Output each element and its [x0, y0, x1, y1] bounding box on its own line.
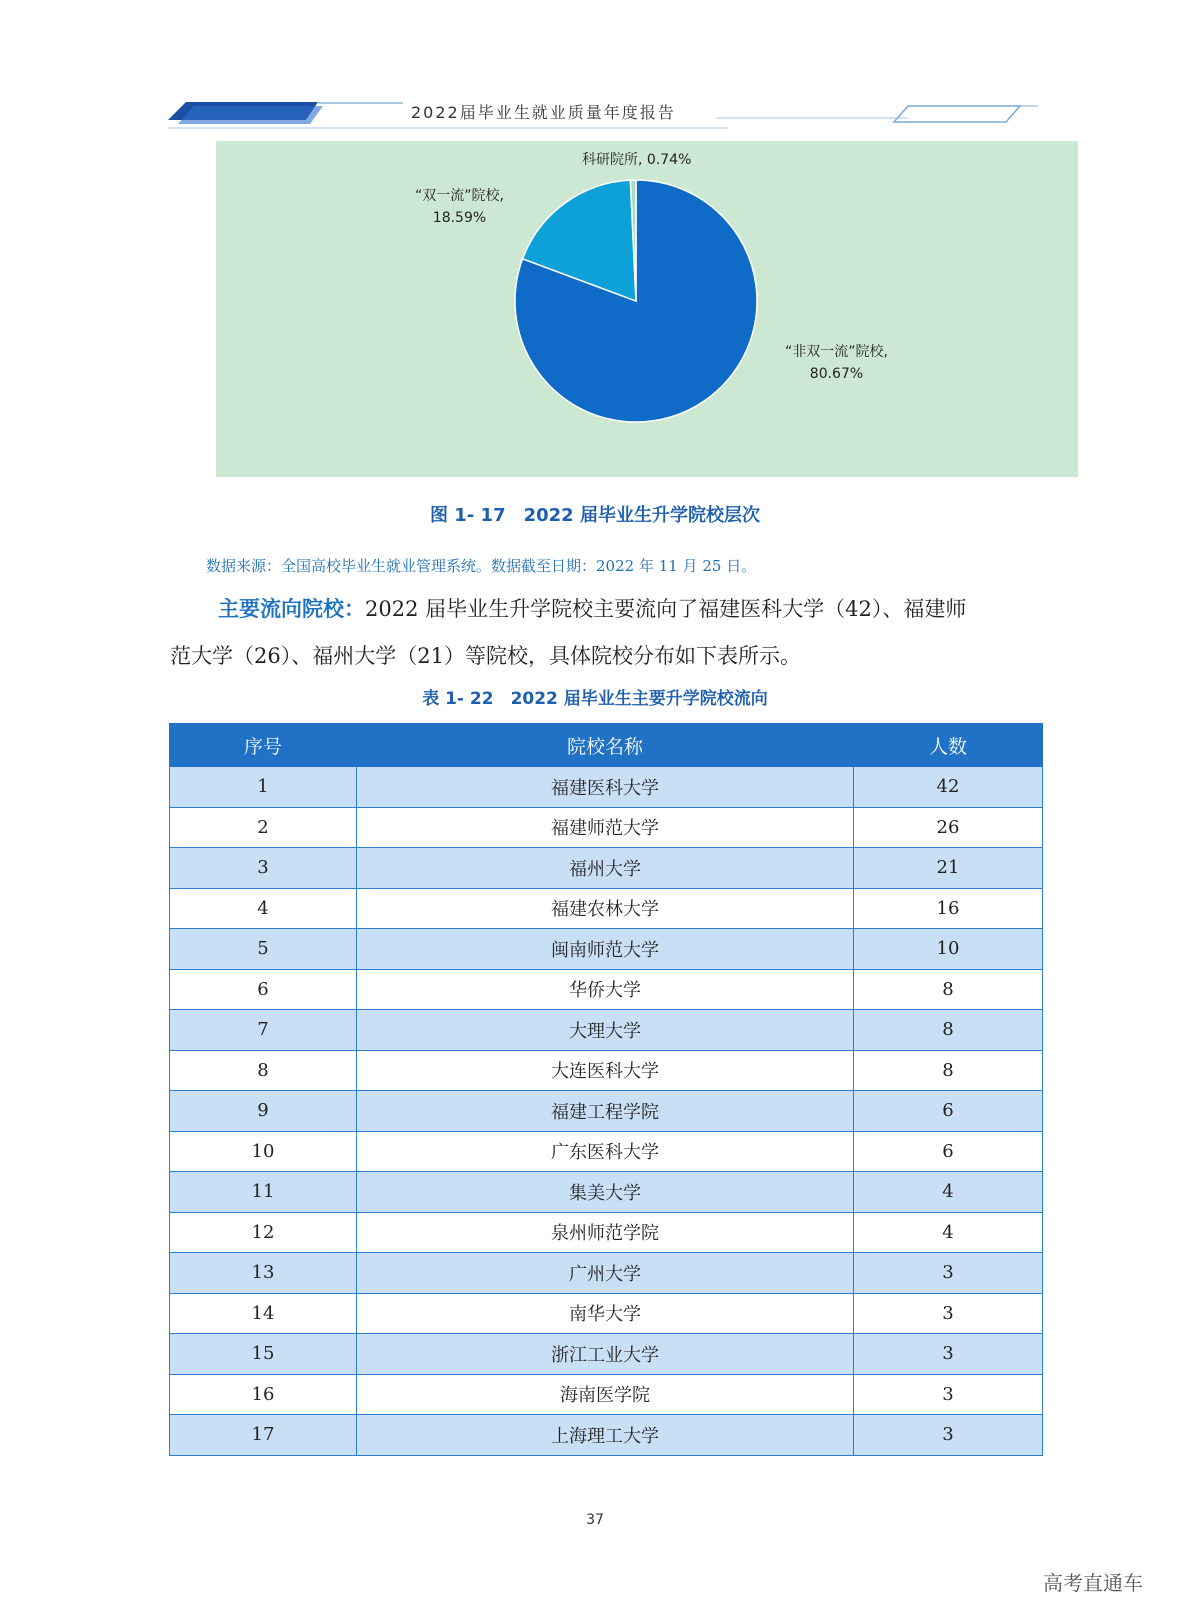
table-row — [170, 1091, 1043, 1132]
cell-index: 6 — [170, 969, 357, 1010]
cell-index: 14 — [170, 1293, 357, 1334]
cell-index: 7 — [170, 1010, 357, 1051]
cell-school-name: 集美大学 — [357, 1172, 854, 1213]
pie-label-name: “双一流”院校, — [415, 188, 504, 204]
column-header-index: 序号 — [170, 724, 357, 767]
paragraph-lead: 主要流向院校： — [218, 597, 365, 621]
cell-index: 5 — [170, 929, 357, 970]
column-header-school: 院校名称 — [357, 724, 854, 767]
table-row — [170, 767, 1043, 808]
cell-index: 1 — [170, 767, 357, 808]
table-header-row — [170, 724, 1043, 767]
cell-school-name: 大理大学 — [357, 1010, 854, 1051]
cell-school-name: 福建师范大学 — [357, 807, 854, 848]
cell-index: 3 — [170, 848, 357, 889]
table-row — [170, 1131, 1043, 1172]
table-row — [170, 1212, 1043, 1253]
cell-count: 10 — [854, 929, 1043, 970]
paragraph-line-2: 范大学（26）、福州大学（21）等院校，具体院校分布如下表所示。 — [170, 644, 801, 668]
table-row — [170, 1253, 1043, 1294]
cell-index: 13 — [170, 1253, 357, 1294]
cell-count: 3 — [854, 1374, 1043, 1415]
cell-school-name: 华侨大学 — [357, 969, 854, 1010]
paragraph-line-1: 2022 届毕业生升学院校主要流向了福建医科大学（42）、福建师 — [365, 597, 967, 621]
cell-school-name: 广东医科大学 — [357, 1131, 854, 1172]
cell-index: 12 — [170, 1212, 357, 1253]
pie-label-pct: 80.67% — [809, 366, 864, 382]
pie-label-pct: 18.59% — [432, 210, 487, 226]
pie-label-name: “非双一流”院校, — [785, 344, 888, 360]
cell-count: 26 — [854, 807, 1043, 848]
cell-index: 9 — [170, 1091, 357, 1132]
table-row — [170, 848, 1043, 889]
cell-school-name: 上海理工大学 — [357, 1415, 854, 1456]
cell-count: 16 — [854, 888, 1043, 929]
cell-count: 6 — [854, 1131, 1043, 1172]
table-row — [170, 1334, 1043, 1375]
table-row — [170, 1172, 1043, 1213]
cell-school-name: 福建工程学院 — [357, 1091, 854, 1132]
table-row — [170, 1010, 1043, 1051]
figure-caption: 图 1- 17 2022 届毕业生升学院校层次 — [430, 505, 760, 526]
pie-label-name: 科研院所, — [582, 152, 643, 168]
cell-count: 6 — [854, 1091, 1043, 1132]
cell-index: 17 — [170, 1415, 357, 1456]
cell-index: 10 — [170, 1131, 357, 1172]
page-header — [168, 98, 1038, 132]
cell-count: 3 — [854, 1415, 1043, 1456]
pie-label-research-institute — [582, 149, 691, 171]
cell-school-name: 闽南师范大学 — [357, 929, 854, 970]
table-row — [170, 1293, 1043, 1334]
cell-index: 16 — [170, 1374, 357, 1415]
cell-index: 2 — [170, 807, 357, 848]
source-note: 数据来源：全国高校毕业生就业管理系统。数据截至日期：2022 年 11 月 25 日。 — [206, 557, 757, 575]
cell-index: 11 — [170, 1172, 357, 1213]
cell-school-name: 南华大学 — [357, 1293, 854, 1334]
pie-chart — [216, 141, 1078, 477]
cell-count: 4 — [854, 1212, 1043, 1253]
cell-count: 42 — [854, 767, 1043, 808]
cell-school-name: 大连医科大学 — [357, 1050, 854, 1091]
cell-count: 8 — [854, 1050, 1043, 1091]
page-number: 37 — [586, 1512, 604, 1528]
schools-table — [169, 723, 1043, 1456]
cell-count: 8 — [854, 969, 1043, 1010]
cell-school-name: 广州大学 — [357, 1253, 854, 1294]
table-row — [170, 888, 1043, 929]
table-row — [170, 1415, 1043, 1456]
pie-label-double-first-class — [415, 185, 504, 229]
table-row — [170, 807, 1043, 848]
cell-count: 8 — [854, 1010, 1043, 1051]
cell-index: 4 — [170, 888, 357, 929]
cell-count: 21 — [854, 848, 1043, 889]
pie-chart-svg — [216, 141, 1078, 477]
cell-count: 4 — [854, 1172, 1043, 1213]
pie-label-non-double-first-class — [785, 341, 888, 385]
cell-index: 15 — [170, 1334, 357, 1375]
cell-school-name: 泉州师范学院 — [357, 1212, 854, 1253]
cell-count: 3 — [854, 1334, 1043, 1375]
table-row — [170, 1050, 1043, 1091]
table-row — [170, 969, 1043, 1010]
cell-school-name: 海南医学院 — [357, 1374, 854, 1415]
body-paragraph — [170, 586, 1040, 680]
cell-index: 8 — [170, 1050, 357, 1091]
cell-school-name: 福建医科大学 — [357, 767, 854, 808]
pie-label-pct: 0.74% — [646, 152, 692, 168]
column-header-count: 人数 — [854, 724, 1043, 767]
cell-count: 3 — [854, 1253, 1043, 1294]
table-row — [170, 929, 1043, 970]
cell-school-name: 福州大学 — [357, 848, 854, 889]
cell-school-name: 福建农林大学 — [357, 888, 854, 929]
watermark: 高考直通车 — [1043, 1571, 1143, 1595]
table-caption: 表 1- 22 2022 届毕业生主要升学院校流向 — [422, 689, 768, 709]
header-title: 2022届毕业生就业质量年度报告 — [411, 103, 676, 122]
table-row — [170, 1374, 1043, 1415]
cell-school-name: 浙江工业大学 — [357, 1334, 854, 1375]
cell-count: 3 — [854, 1293, 1043, 1334]
